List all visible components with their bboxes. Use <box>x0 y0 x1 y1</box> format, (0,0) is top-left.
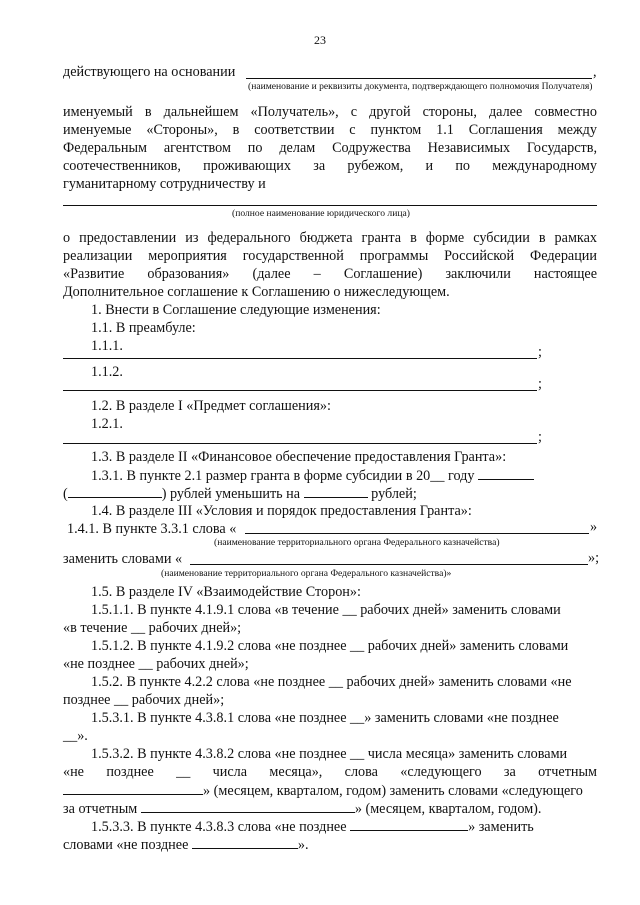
reporting-period-blank-2 <box>141 800 355 813</box>
reporting-period-blank-1 <box>63 782 203 795</box>
blank-1-1-1 <box>63 358 537 359</box>
item-1-3-1-line-1 <box>91 467 534 485</box>
caption-basis: (наименование и реквизиты документа, подтверждающего полномочия Получателя) <box>248 81 593 92</box>
caption-treasury-1: (наименование территориального органа Федерального казначейства) <box>214 537 500 548</box>
treasury-new-blank <box>190 564 588 565</box>
item-1-4: 1.4. В разделе III «Условия и порядок предоставления Гранта»: <box>91 503 472 519</box>
item-1-5-3-2-a: 1.5.3.2. В пункте 4.3.8.2 слова «не позднее __ числа месяца» заменить словами <box>91 746 568 762</box>
blank-1-1-2 <box>63 390 537 391</box>
item-1-2-1: 1.2.1. <box>91 416 123 432</box>
amount-words-blank <box>68 485 162 498</box>
item-1-5-3-2-d <box>63 800 541 818</box>
item-1-1: 1.1. В преамбуле: <box>91 320 196 336</box>
item-1-3: 1.3. В разделе II «Финансовое обеспечение предоставления Гранта»: <box>91 449 507 465</box>
item-1-2: 1.2. В разделе I «Предмет соглашения»: <box>91 398 331 414</box>
treasury-old-blank <box>245 533 589 534</box>
body-line-3: «Развитие образования» (далее – Соглашение) заключили настоящее <box>63 266 597 282</box>
body-line-2: реализации мероприятия государственной программы Российской Федерации <box>63 248 597 264</box>
intro-line-1: именуемый в дальнейшем «Получатель», с другой стороны, далее совместно <box>63 104 597 120</box>
intro-line-5: гуманитарному сотрудничеству и <box>63 176 266 192</box>
item-1-5-3-2-c-text: » (месяцем, кварталом, годом) заменить словами «следующего <box>203 783 583 799</box>
acting-basis-label: действующего на основании <box>63 64 236 80</box>
paren-open: ( <box>63 486 68 502</box>
rubles-end: рублей; <box>371 486 417 502</box>
quote-close-1: » <box>590 519 598 535</box>
item-1-5-2-a: 1.5.2. В пункте 4.2.2 слова «не позднее __ рабочих дней» заменить словами «не <box>91 674 572 690</box>
caption-legal-entity: (полное наименование юридического лица) <box>232 208 410 219</box>
after-reporting-label: за отчетным <box>63 801 138 817</box>
item-1-5-3-2-c <box>63 782 583 800</box>
reduce-by-text: ) рублей уменьшить на <box>161 486 301 502</box>
grant-amount-blank <box>478 467 534 480</box>
item-1-1-1: 1.1.1. <box>91 338 123 354</box>
semicolon-1-1-1: ; <box>538 344 542 360</box>
item-1-5-3-2-b: «не позднее __ числа месяца», слова «следующего за отчетным <box>63 764 597 780</box>
item-1-5-1-2-a: 1.5.1.2. В пункте 4.1.9.2 слова «не позднее __ рабочих дней» заменить словами <box>91 638 569 654</box>
item-1-3-1-text: 1.3.1. В пункте 2.1 размер гранта в форме субсидии в 20__ году <box>91 468 475 484</box>
item-1-5-2-b: позднее __ рабочих дней»; <box>63 692 225 708</box>
legal-entity-blank <box>63 205 597 206</box>
blank-1-2-1 <box>63 443 537 444</box>
item-1-5: 1.5. В разделе IV «Взаимодействие Сторон»: <box>91 584 361 600</box>
item-1-5-1-1-b: «в течение __ рабочих дней»; <box>63 620 242 636</box>
body-line-1: о предоставлении из федерального бюджета гранта в форме субсидии в рамках <box>63 230 597 246</box>
intro-line-4: соотечественников, проживающих за рубежом, и по международному <box>63 158 597 174</box>
item-1-5-1-1-a: 1.5.1.1. В пункте 4.1.9.1 слова «в течение __ рабочих дней» заменить словами <box>91 602 561 618</box>
deadline-new-blank <box>192 836 298 849</box>
item-1-5-3-3-b <box>63 836 309 854</box>
body-line-4: Дополнительное соглашение к Соглашению о нижеследующем. <box>63 284 450 300</box>
item-1-5-3-1-a: 1.5.3.1. В пункте 4.3.8.1 слова «не позднее __» заменить словами «не позднее <box>91 710 559 726</box>
item-1-5-3-1-b: __». <box>63 728 88 744</box>
item-1-1-2: 1.1.2. <box>91 364 123 380</box>
semicolon-1-1-2: ; <box>538 376 542 392</box>
semicolon-1-2-1: ; <box>538 429 542 445</box>
caption-treasury-2: (наименование территориального органа Федерального казначейства)» <box>161 568 452 579</box>
acting-basis-blank <box>246 78 592 79</box>
reduce-amount-blank <box>304 485 368 498</box>
item-1-4-1: 1.4.1. В пункте 3.3.1 слова « <box>67 521 237 537</box>
page-number: 23 <box>314 33 326 47</box>
item-1-5-3-3-end: ». <box>297 837 309 853</box>
acting-basis-comma: , <box>593 64 597 80</box>
intro-line-2: именуемые «Стороны», в соответствии с пунктом 1.1 Соглашения между <box>63 122 597 138</box>
deadline-old-blank <box>350 818 468 831</box>
new-words-label: словами «не позднее <box>63 837 189 853</box>
replace-words-label: заменить словами « <box>63 551 183 567</box>
item-1-5-3-3-text: 1.5.3.3. В пункте 4.3.8.3 слова «не позднее <box>91 819 347 835</box>
item-1-5-3-2-d-text: » (месяцем, кварталом, годом). <box>354 801 542 817</box>
item-1: 1. Внести в Соглашение следующие изменения: <box>91 302 381 318</box>
item-1-5-3-3-replace: » заменить <box>468 819 534 835</box>
item-1-5-1-2-b: «не позднее __ рабочих дней»; <box>63 656 249 672</box>
item-1-5-3-3-a <box>91 818 534 836</box>
item-1-3-1-line-2 <box>63 485 417 503</box>
quote-close-2: »; <box>588 550 600 566</box>
intro-line-3: Федеральным агентством по делам Содружества Независимых Государств, <box>63 140 597 156</box>
